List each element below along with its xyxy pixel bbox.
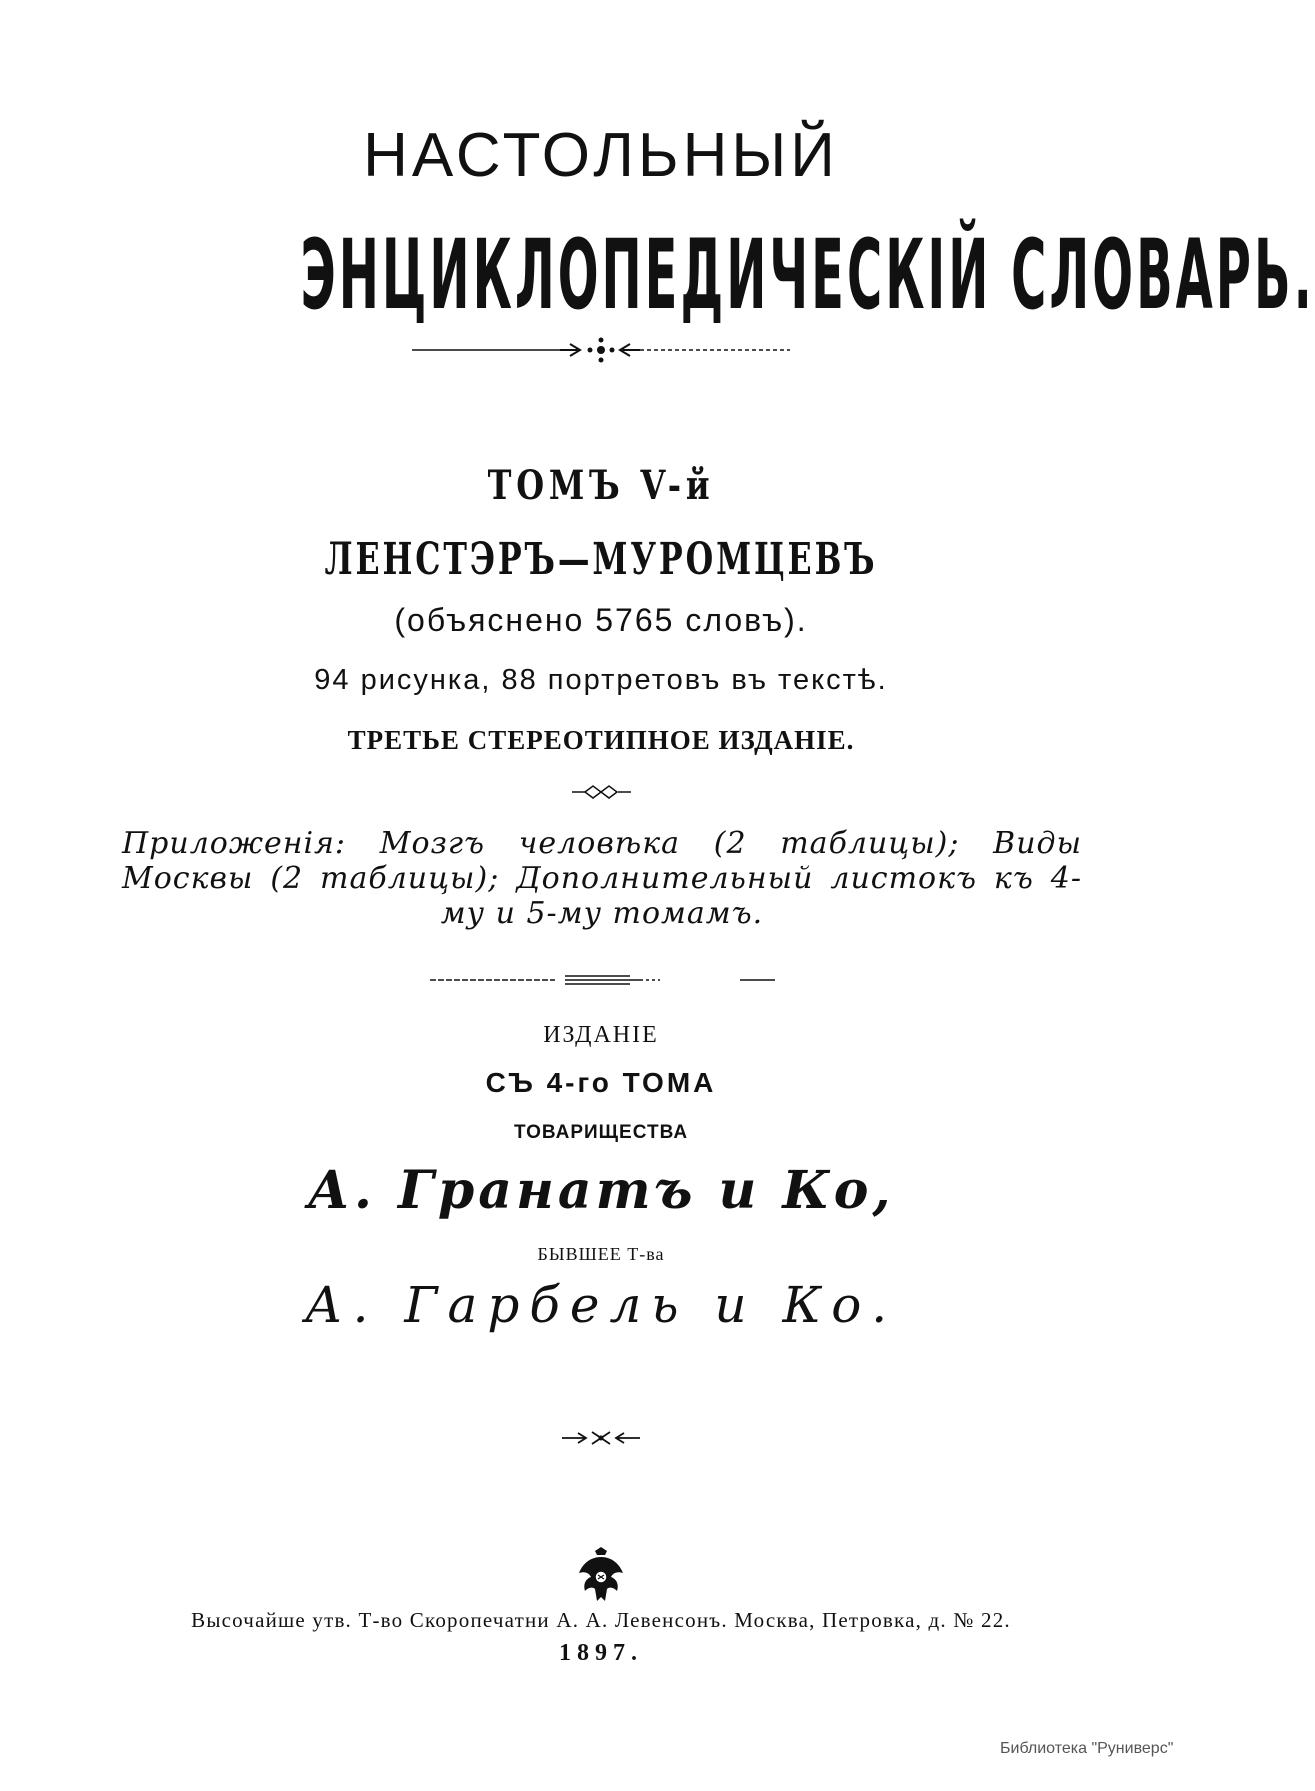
ornament-divider-icon (0, 335, 1202, 365)
printer-imprint: Высочайше утв. Т-во Скоропечатни А. А. Левенсонъ. Москва, Петровка, д. № 22. (191, 1608, 1011, 1632)
edition-note: ТРЕТЬЕ СТЕРЕОТИПНОЕ ИЗДАНІЕ. (347, 725, 855, 755)
publisher-name: А. Гранатъ и Ко, (307, 1160, 895, 1221)
former-label: БЫВШЕЕ Т-ва (537, 1244, 665, 1264)
publication-year: 1897. (559, 1640, 643, 1666)
library-watermark: Библиотека "Руниверс" (1000, 1740, 1174, 1757)
imperial-eagle-icon (575, 1545, 627, 1605)
ornament-divider-icon (0, 1428, 1202, 1448)
double-diamond-icon (0, 782, 1202, 802)
title-line-1: НАСТОЛЬНЫЙ (363, 121, 839, 190)
tovarishchestva-label: ТОВАРИЩЕСТВА (513, 1122, 689, 1143)
word-count: (объяснено 5765 словъ). (394, 602, 808, 638)
volume-label: ТОМЪ V-й (487, 462, 715, 509)
title-line-2: ЭНЦИКЛОПЕДИЧЕСКІЙ СЛОВАРЬ. (300, 219, 1315, 331)
illustrations-note: 94 рисунка, 88 портретовъ въ текстѣ. (314, 664, 888, 696)
izdanie-label: ИЗДАНІЕ (543, 1022, 659, 1048)
volume-range: ЛЕНСТЭРЪ—МУРОМЦЕВЪ (324, 534, 878, 585)
from-volume-label: СЪ 4-го ТОМА (485, 1067, 717, 1098)
former-publisher-name: А. Гарбель и Ко. (304, 1276, 898, 1334)
appendix-note: Приложенія: Мозгъ человѣка (2 таблицы); Виды Москвы (2 таблицы); Дополнительный листокъ къ 4-му и 5-му томамъ. (122, 826, 1082, 931)
ornament-divider-icon (0, 970, 1202, 990)
